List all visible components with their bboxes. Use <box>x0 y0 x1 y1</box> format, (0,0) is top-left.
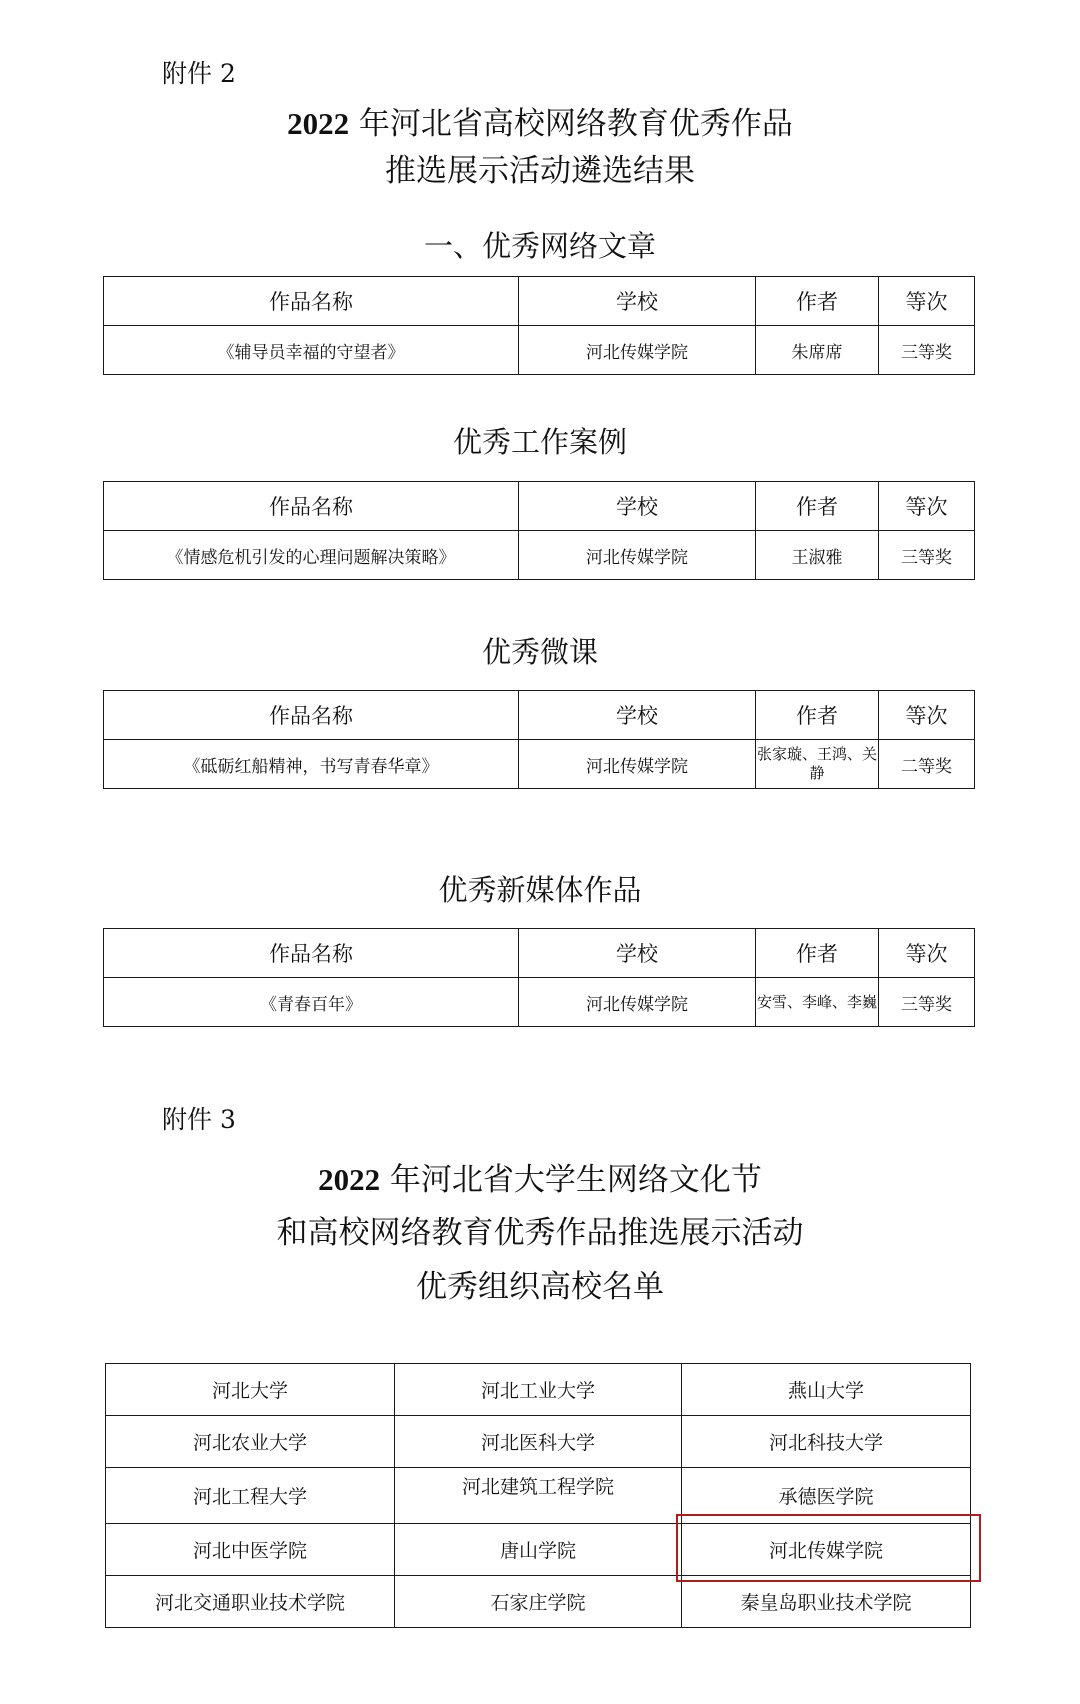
table-cases <box>103 481 975 580</box>
header-school: 学校 <box>519 691 756 740</box>
section-heading-new-media: 优秀新媒体作品 <box>438 873 642 907</box>
highlight-box <box>676 1514 981 1582</box>
table-microcourses <box>103 690 975 789</box>
table-row <box>104 531 975 580</box>
school-cell: 燕山大学 <box>682 1364 971 1416</box>
school-cell: 河北科技大学 <box>682 1416 971 1468</box>
table-header-row <box>104 929 975 978</box>
school-cell: 秦皇岛职业技术学院 <box>682 1576 971 1628</box>
cell-grade: 三等奖 <box>879 978 975 1027</box>
title-text: 年河北省高校网络教育优秀作品 <box>349 106 793 142</box>
table-row <box>106 1576 971 1628</box>
table-header-row <box>104 482 975 531</box>
table-row <box>104 978 975 1027</box>
cell-work: 《情感危机引发的心理问题解决策略》 <box>104 531 519 580</box>
attachment-3-title-line3: 优秀组织高校名单 <box>416 1269 664 1305</box>
attachment-2-title-line2: 推选展示活动遴选结果 <box>385 153 695 189</box>
header-work: 作品名称 <box>104 691 519 740</box>
cell-school: 河北传媒学院 <box>519 531 756 580</box>
header-grade: 等次 <box>879 929 975 978</box>
header-school: 学校 <box>519 277 756 326</box>
cell-author: 王淑雅 <box>756 531 879 580</box>
attachment-2-title-line1 <box>0 108 1080 140</box>
table-row <box>104 740 975 789</box>
table-header-row <box>104 691 975 740</box>
attachment-3-title-line2: 和高校网络教育优秀作品推选展示活动 <box>276 1215 804 1251</box>
cell-grade: 三等奖 <box>879 326 975 375</box>
school-cell: 河北工业大学 <box>395 1364 682 1416</box>
table-organizing-schools <box>105 1363 971 1628</box>
header-work: 作品名称 <box>104 277 519 326</box>
attachment-2-label: 附件 2 <box>162 59 236 88</box>
attachment-3-title-line1 <box>0 1164 1080 1196</box>
school-cell: 承德医学院 <box>682 1468 971 1524</box>
table-new-media <box>103 928 975 1027</box>
title-text: 年河北省大学生网络文化节 <box>380 1162 762 1198</box>
school-cell: 河北农业大学 <box>106 1416 395 1468</box>
header-author: 作者 <box>756 277 879 326</box>
table-header-row <box>104 277 975 326</box>
cell-work: 《辅导员幸福的守望者》 <box>104 326 519 375</box>
table-row <box>104 326 975 375</box>
school-cell: 河北大学 <box>106 1364 395 1416</box>
table-articles <box>103 276 975 375</box>
table-row <box>106 1416 971 1468</box>
header-work: 作品名称 <box>104 929 519 978</box>
cell-school: 河北传媒学院 <box>519 740 756 789</box>
school-cell-highlighted: 河北传媒学院 <box>682 1524 971 1576</box>
school-cell: 石家庄学院 <box>395 1576 682 1628</box>
cell-school: 河北传媒学院 <box>519 978 756 1027</box>
section-heading-microcourses: 优秀微课 <box>481 635 598 669</box>
cell-work: 《青春百年》 <box>104 978 519 1027</box>
section-heading-articles: 一、优秀网络文章 <box>423 229 656 263</box>
title-year: 2022 <box>287 106 350 141</box>
cell-school: 河北传媒学院 <box>519 326 756 375</box>
header-grade: 等次 <box>879 482 975 531</box>
table-row <box>106 1364 971 1416</box>
school-cell: 河北建筑工程学院 <box>395 1468 682 1524</box>
header-author: 作者 <box>756 691 879 740</box>
school-cell: 河北工程大学 <box>106 1468 395 1524</box>
header-work: 作品名称 <box>104 482 519 531</box>
cell-author: 朱席席 <box>756 326 879 375</box>
header-author: 作者 <box>756 929 879 978</box>
cell-grade: 三等奖 <box>879 531 975 580</box>
header-school: 学校 <box>519 482 756 531</box>
header-grade: 等次 <box>879 277 975 326</box>
cell-author: 张家璇、王鸿、关静 <box>756 740 879 789</box>
header-school: 学校 <box>519 929 756 978</box>
header-author: 作者 <box>756 482 879 531</box>
section-heading-cases: 优秀工作案例 <box>452 425 627 459</box>
cell-grade: 二等奖 <box>879 740 975 789</box>
header-grade: 等次 <box>879 691 975 740</box>
school-cell: 河北医科大学 <box>395 1416 682 1468</box>
attachment-3-label: 附件 3 <box>162 1105 236 1134</box>
school-cell: 唐山学院 <box>395 1524 682 1576</box>
title-year: 2022 <box>318 1162 381 1197</box>
school-cell: 河北中医学院 <box>106 1524 395 1576</box>
school-cell: 河北交通职业技术学院 <box>106 1576 395 1628</box>
cell-author: 安雪、李峰、李巍 <box>756 978 879 1027</box>
cell-work: 《砥砺红船精神，书写青春华章》 <box>104 740 519 789</box>
